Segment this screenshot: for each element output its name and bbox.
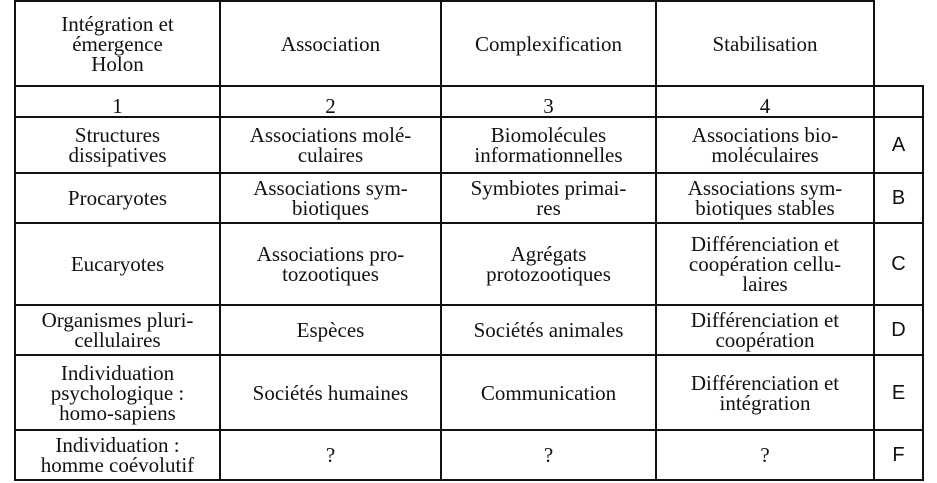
table-row [15,305,923,355]
complexification-cell [441,117,656,173]
cell-line: Espèces [296,318,365,342]
holon-cell [15,117,220,173]
header-association [220,1,441,86]
holon-cell [15,223,220,305]
table-row [15,430,923,480]
header-association-label: Association [280,31,381,56]
cell-line: protozootiques [486,262,611,286]
cell-line: biotiques stables [695,196,835,220]
number-row [15,86,923,117]
table-row [15,173,923,223]
letter-empty-cell [874,86,923,117]
cell-line: ? [325,443,336,467]
header-complexification [441,1,656,86]
stabilisation-cell [656,355,874,430]
association-cell [220,305,441,355]
column-number-text: 1 [112,94,123,117]
cell-line: homme coévolutif [40,453,195,477]
header-stabilisation-label: Stabilisation [712,31,818,56]
cell-line: Différenciation et [690,370,840,395]
cell-line: homo-sapiens [59,400,176,425]
cell-line: Communication [480,380,617,405]
column-number [15,86,220,117]
cell-line: culaires [297,143,364,167]
cell-line: Eucaryotes [70,252,165,276]
cell-line: res [536,196,561,220]
cell-line: dissipatives [68,143,167,167]
cell-line: moléculaires [711,143,819,167]
association-cell [220,173,441,223]
cell-line: Agrégats [510,242,587,266]
cell-line: Associations sym- [687,176,843,200]
cell-line: Individuation : [55,433,180,457]
holon-cell [15,355,220,430]
table-row [15,117,923,173]
cell-line: coopération cellu- [688,252,842,276]
cell-line: Organismes pluri- [41,308,194,332]
cell-line: ? [543,443,554,467]
cell-line: Symbiotes primai- [470,176,627,200]
cell-line: intégration [719,390,811,415]
stabilisation-cell [656,223,874,305]
cell-line: tozootiques [282,262,379,286]
holon-cell [15,430,220,480]
column-number-text: 2 [325,94,336,117]
column-number-text: 4 [759,94,771,117]
stabilisation-cell [656,430,874,480]
cell-line: Structures [74,123,161,147]
cell-line: laires [742,272,788,296]
cell-line: biotiques [292,196,369,220]
cell-line: Procaryotes [67,186,168,210]
cell-line: Associations pro- [256,242,405,266]
header-complexification-label: Complexification [475,31,622,56]
header-empty-corner [874,1,923,86]
row-letter: E [874,355,923,430]
complexification-cell [441,305,656,355]
cell-line: informationnelles [474,143,623,167]
header-holon-line: émergence [72,31,163,56]
cell-line: Sociétés animales [473,318,624,342]
column-number [220,86,441,117]
complexification-cell [441,430,656,480]
cell-line: Individuation [60,360,175,385]
cell-line: ? [760,443,770,467]
association-cell [220,117,441,173]
row-letter: C [874,223,923,305]
complexification-cell [441,355,656,430]
association-cell [220,223,441,305]
header-holon [15,1,220,86]
header-stabilisation [656,1,874,86]
cell-line: psychologique : [50,380,185,405]
header-holon-line: Intégration et [61,11,174,36]
row-letter: B [874,173,923,223]
table-row [15,355,923,430]
header-row [15,1,923,86]
header-holon-line: Holon [91,51,144,76]
complexification-cell [441,173,656,223]
stabilisation-cell [656,117,874,173]
holon-table [14,0,924,481]
cell-line: Associations sym- [253,176,408,200]
complexification-cell [441,223,656,305]
holon-cell [15,173,220,223]
column-number [656,86,874,117]
association-cell [220,430,441,480]
holon-cell [15,305,220,355]
association-cell [220,355,441,430]
cell-line: coopération [715,328,815,352]
row-letter: F [874,430,923,480]
stabilisation-cell [656,173,874,223]
cell-line: cellulaires [74,328,161,352]
column-number [441,86,656,117]
column-number-text: 3 [543,94,554,117]
table-row [15,223,923,305]
cell-line: Différenciation et [690,232,840,256]
cell-line: Biomolécules [490,123,607,147]
cell-line: Différenciation et [690,308,840,332]
row-letter: A [874,117,923,173]
stabilisation-cell [656,305,874,355]
cell-line: Associations bio- [691,123,839,147]
cell-line: Sociétés humaines [252,380,409,405]
cell-line: Associations molé- [249,123,412,147]
row-letter: D [874,305,923,355]
